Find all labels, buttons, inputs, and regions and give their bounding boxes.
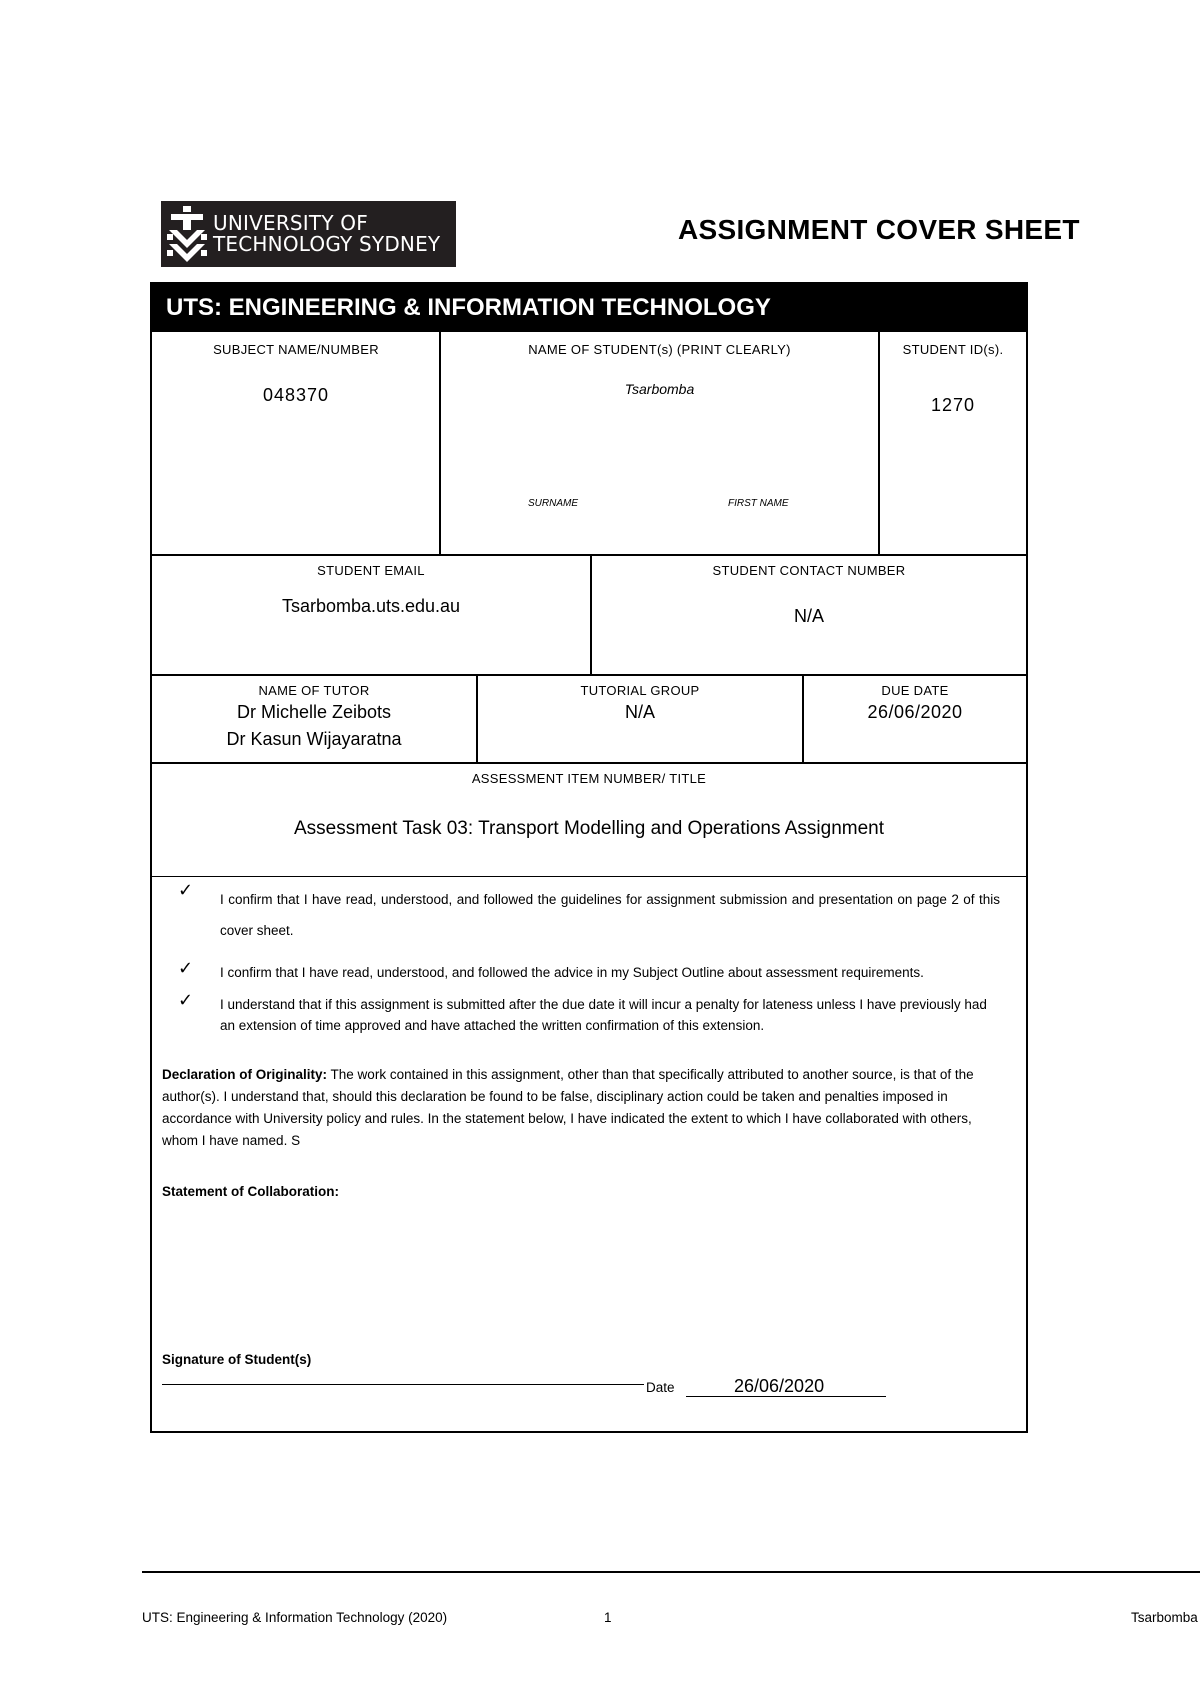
collaboration-label: Statement of Collaboration: [162, 1184, 340, 1199]
declaration-text: The work contained in this assignment, other than that specifically attributed to another source, is that of the author(s). I understand that, should this declaration be found to be false, disciplinary action could be taken and penalties imposed in accordance with University policy and rules. In the statement below, I have indicated the extent to which I have collaborated with others, whom I have named. S [162, 1067, 974, 1148]
row-divider [152, 876, 1026, 877]
footer-right: Tsarbomba [1131, 1610, 1198, 1625]
student-id-value[interactable]: 1270 [930, 395, 976, 415]
assessment-title-cell [152, 764, 1026, 876]
surname-label: SURNAME [528, 498, 579, 509]
due-date-label: DUE DATE [881, 683, 949, 698]
tutor-value-1[interactable]: Dr Michelle Zeibots [236, 702, 392, 722]
uts-logo-icon [165, 204, 209, 264]
logo-line-2: TECHNOLOGY SYDNEY [213, 232, 441, 256]
email-cell [152, 556, 590, 674]
email-value[interactable]: Tsarbomba.uts.edu.au [281, 596, 461, 616]
student-name-value[interactable]: Tsarbomba [624, 381, 695, 397]
tutorial-group-label: TUTORIAL GROUP [580, 683, 700, 698]
assessment-title-label: ASSESSMENT ITEM NUMBER/ TITLE [471, 771, 707, 786]
contact-cell [592, 556, 1026, 674]
checkmark-icon[interactable]: ✓ [178, 880, 194, 900]
tutor-value-2[interactable]: Dr Kasun Wijayaratna [226, 729, 402, 749]
due-date-cell [804, 676, 1026, 762]
contact-label: STUDENT CONTACT NUMBER [712, 563, 906, 578]
subject-label: SUBJECT NAME/NUMBER [213, 342, 379, 357]
student-id-label: STUDENT ID(s). [902, 342, 1004, 357]
document-title: ASSIGNMENT COVER SHEET [678, 214, 1080, 245]
assessment-title-value[interactable]: Assessment Task 03: Transport Modelling and Operations Assignment [293, 818, 884, 839]
tutorial-group-cell [478, 676, 802, 762]
tutor-label: NAME OF TUTOR [258, 683, 370, 698]
checkmark-icon[interactable]: ✓ [178, 990, 194, 1010]
checkmark-icon[interactable]: ✓ [178, 958, 194, 978]
uts-logo [161, 201, 456, 267]
subject-cell [152, 332, 440, 554]
faculty-banner: UTS: ENGINEERING & INFORMATION TECHNOLOGY [152, 284, 1026, 332]
confirmation-text: I understand that if this assignment is submitted after the due date it will incur a penalty for lateness unless I have previously had an extension of time approved and have attached the written confirmation of this extension. [220, 997, 987, 1033]
logo-line-1: UNIVERSITY OF [213, 211, 368, 235]
declaration-heading: Declaration of Originality: [162, 1067, 328, 1082]
student-id-cell [880, 332, 1026, 554]
logo-wordmark [213, 213, 440, 255]
confirmation-text: I confirm that I have read, understood, and followed the guidelines for assignment submission and presentation on page 2 of this cover sheet. [220, 892, 1000, 938]
email-label: STUDENT EMAIL [317, 563, 425, 578]
footer-page-number: 1 [604, 1610, 612, 1625]
first-name-label: FIRST NAME [728, 498, 789, 509]
contact-value[interactable]: N/A [793, 606, 824, 626]
date-value[interactable]: 26/06/2020 [734, 1376, 825, 1396]
tutorial-group-value[interactable]: N/A [624, 702, 655, 722]
confirmation-text: I confirm that I have read, understood, and followed the advice in my Subject Outline about assessment requirements. [220, 965, 924, 980]
signature-field[interactable] [162, 1384, 644, 1385]
footer-rule [142, 1571, 1200, 1573]
signature-label: Signature of Student(s) [162, 1352, 312, 1367]
student-name-cell [441, 332, 878, 554]
due-date-value[interactable]: 26/06/2020 [867, 702, 963, 722]
date-label: Date [646, 1380, 675, 1395]
subject-value[interactable]: 048370 [262, 385, 330, 405]
declaration-of-originality [162, 1064, 1000, 1152]
cover-sheet-form [150, 282, 1028, 1433]
student-name-label: NAME OF STUDENT(s) (PRINT CLEARLY) [528, 342, 791, 357]
tutor-cell [152, 676, 476, 762]
footer-left: UTS: Engineering & Information Technology (2020) [142, 1610, 448, 1625]
